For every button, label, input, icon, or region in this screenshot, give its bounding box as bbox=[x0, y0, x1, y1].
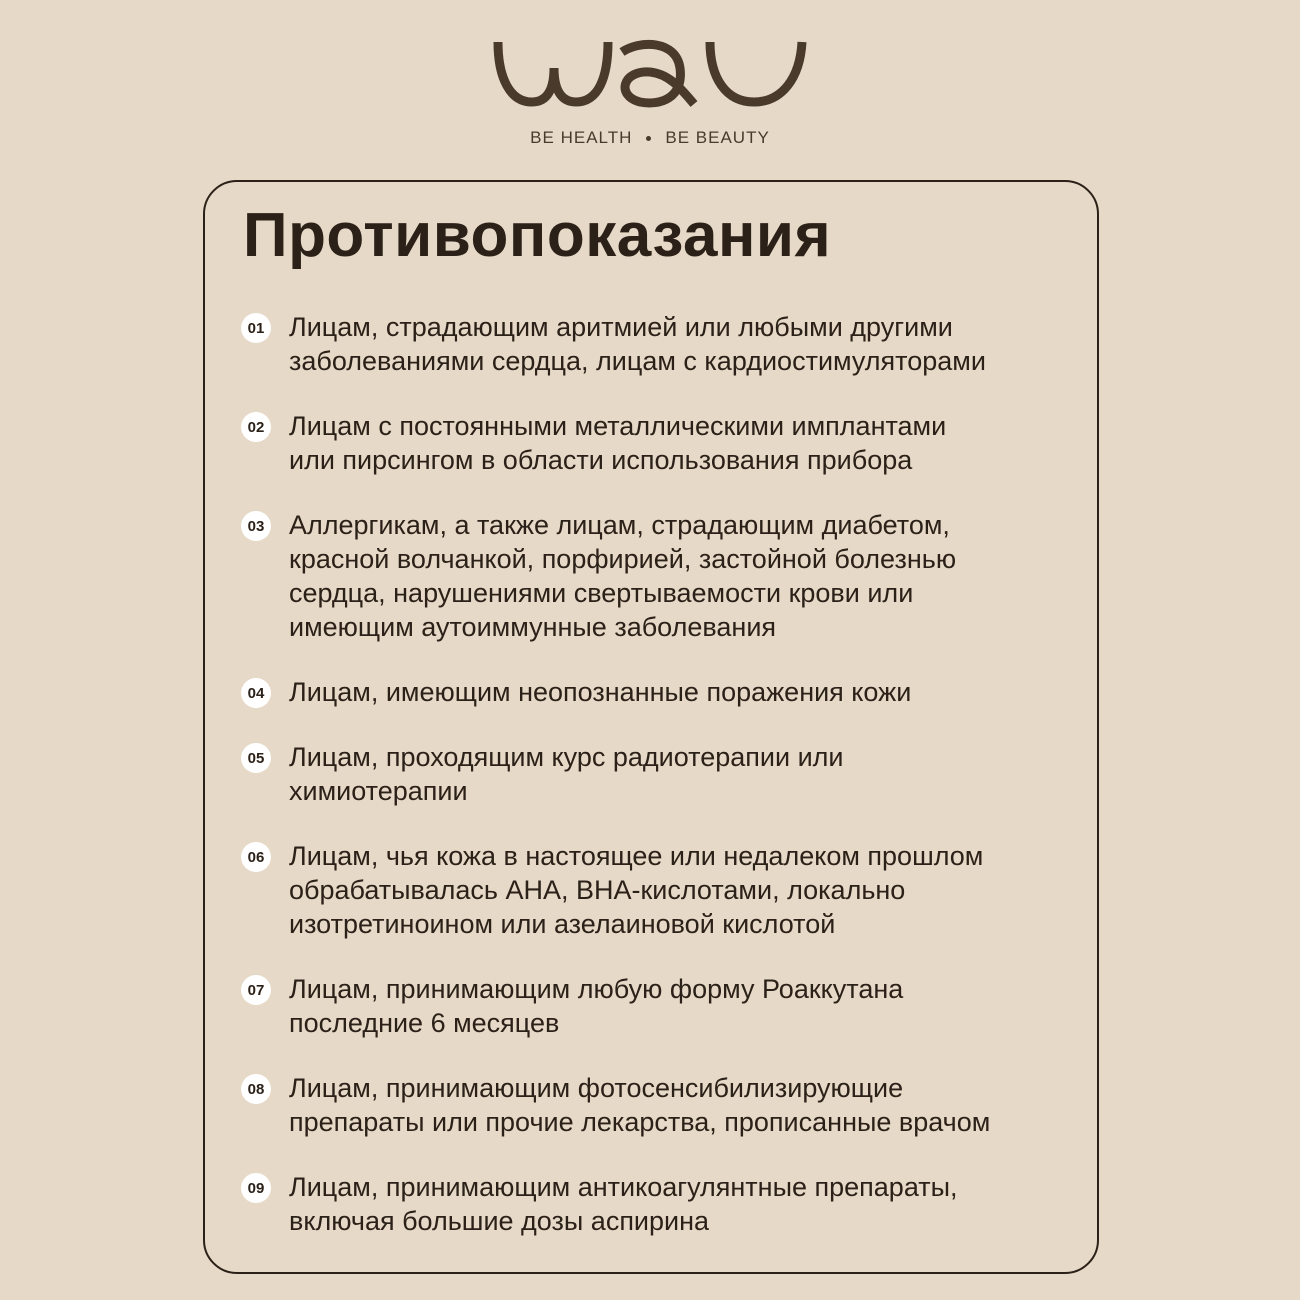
list-item bbox=[241, 1170, 1081, 1238]
item-line: Лицам, принимающим любую форму Роаккутана bbox=[289, 974, 904, 1004]
number-badge: 06 bbox=[241, 842, 271, 872]
item-line: имеющим аутоиммунные заболевания bbox=[289, 612, 777, 642]
number-badge: 04 bbox=[241, 678, 271, 708]
item-line: Лицам с постоянными металлическими имплантами bbox=[289, 411, 947, 441]
tagline bbox=[0, 128, 1300, 148]
item-text bbox=[289, 675, 911, 709]
item-text bbox=[289, 409, 946, 477]
item-line: заболеваниями сердца, лицам с кардиостимуляторами bbox=[289, 346, 986, 376]
contraindications-list bbox=[241, 310, 1081, 1269]
item-line: Лицам, принимающим фотосенсибилизирующие bbox=[289, 1073, 904, 1103]
item-text bbox=[289, 1170, 958, 1238]
number-badge: 03 bbox=[241, 511, 271, 541]
list-item bbox=[241, 1071, 1081, 1139]
list-item bbox=[241, 675, 1081, 709]
list-item bbox=[241, 409, 1081, 477]
page-title: Противопоказания bbox=[243, 201, 832, 270]
number-badge: 07 bbox=[241, 975, 271, 1005]
item-text bbox=[289, 1071, 990, 1139]
item-line: Лицам, страдающим аритмией или любыми другими bbox=[289, 312, 953, 342]
item-line: обрабатывалась AHA, BHA-кислотами, локально bbox=[289, 875, 906, 905]
list-item bbox=[241, 839, 1081, 941]
item-line: Лицам, проходящим курс радиотерапии или bbox=[289, 742, 844, 772]
list-item bbox=[241, 508, 1081, 644]
item-line: Аллергикам, а также лицам, страдающим диабетом, bbox=[289, 510, 950, 540]
item-line: сердца, нарушениями свертываемости крови или bbox=[289, 578, 914, 608]
item-text bbox=[289, 972, 903, 1040]
item-line: Лицам, чья кожа в настоящее или недалеком прошлом bbox=[289, 841, 984, 871]
item-line: или пирсингом в области использования прибора bbox=[289, 445, 913, 475]
item-text bbox=[289, 740, 844, 808]
number-badge: 01 bbox=[241, 313, 271, 343]
list-item bbox=[241, 740, 1081, 808]
tagline-right: BE BEAUTY bbox=[665, 128, 770, 147]
item-line: Лицам, имеющим неопознанные поражения кожи bbox=[289, 677, 912, 707]
item-line: Лицам, принимающим антикоагулянтные препараты, bbox=[289, 1172, 958, 1202]
item-text bbox=[289, 508, 956, 644]
item-text bbox=[289, 839, 983, 941]
item-line: включая большие дозы аспирина bbox=[289, 1206, 710, 1236]
wau-logo bbox=[490, 38, 810, 110]
number-badge: 09 bbox=[241, 1173, 271, 1203]
dot-separator bbox=[646, 136, 651, 141]
item-line: изотретиноином или азелаиновой кислотой bbox=[289, 909, 836, 939]
number-badge: 02 bbox=[241, 412, 271, 442]
item-line: химиотерапии bbox=[289, 776, 468, 806]
number-badge: 08 bbox=[241, 1074, 271, 1104]
item-line: препараты или прочие лекарства, прописанные врачом bbox=[289, 1107, 991, 1137]
item-line: последние 6 месяцев bbox=[289, 1008, 560, 1038]
contraindications-card bbox=[203, 180, 1099, 1274]
tagline-left: BE HEALTH bbox=[530, 128, 633, 147]
list-item bbox=[241, 310, 1081, 378]
item-line: красной волчанкой, порфирией, застойной болезнью bbox=[289, 544, 957, 574]
item-text bbox=[289, 310, 986, 378]
number-badge: 05 bbox=[241, 743, 271, 773]
list-item bbox=[241, 972, 1081, 1040]
